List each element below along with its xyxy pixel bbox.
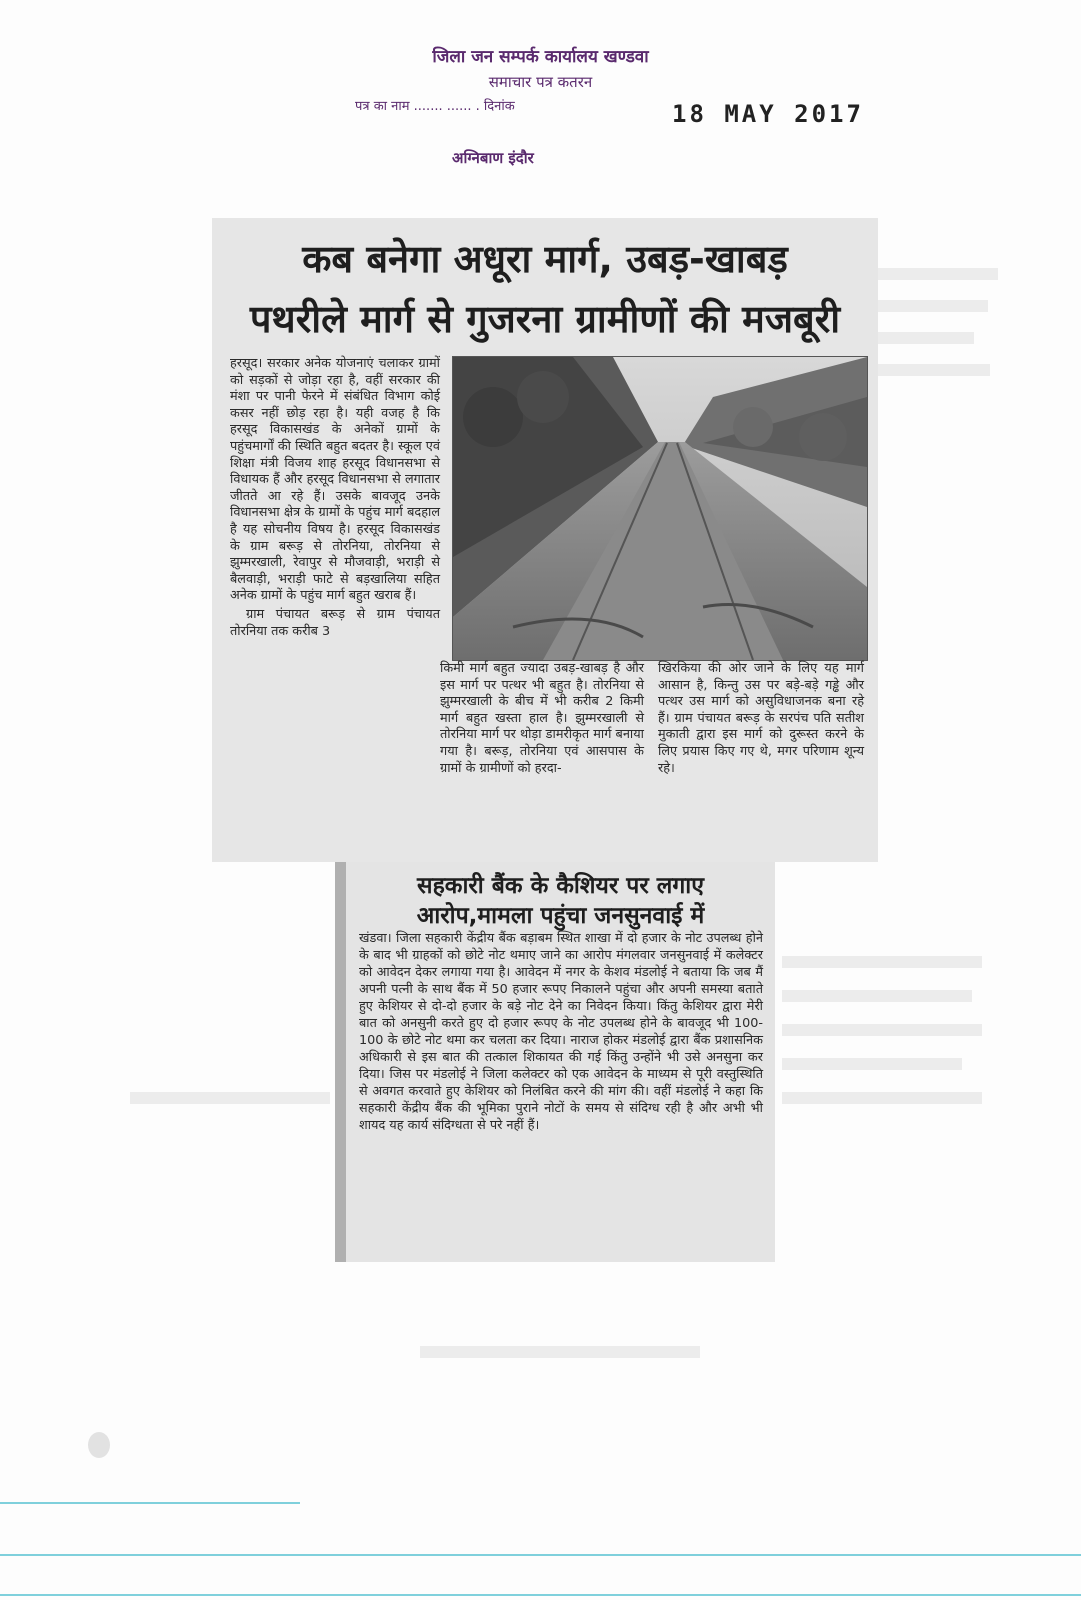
stamp-office: जिला जन सम्पर्क कार्यालय खण्डवा [432,47,649,67]
article1-headline-line2: पथरीले मार्ग से गुजरना ग्रामीणों की मजबूरी [249,297,841,341]
ghost-bleed [878,300,988,312]
ghost-bleed [782,956,982,968]
stamp-label: समाचार पत्र कतरन [488,73,593,91]
road-photo-image [453,357,867,660]
clipping-edge [335,862,346,1262]
ghost-bleed [782,1058,962,1070]
article1-column-3: खिरकिया की ओर जाने के लिए यह मार्ग आसान है, किन्तु उस पर बड़े-बड़े गड्ढे और पत्थर उस मार्ग को असुविधाजनक बना रहे हैं। ग्राम पंचायत बरूड़ के सरपंच पति सतीश मुकाती द्वारा इस मार्ग को दुरूस्त करने के लिए प्रयास किए गए थे, मगर परिणाम शून्य रहे। [658,661,864,776]
ghost-bleed [782,990,972,1002]
scan-line [0,1502,300,1504]
article2-headline-line1: सहकारी बैंक के कैशियर पर लगाए [417,873,704,899]
scan-line [0,1554,1081,1556]
scan-smudge [88,1432,110,1458]
ghost-bleed [782,1024,982,1036]
ghost-bleed [782,1092,982,1104]
stamp-paper-name: अग्निबाण इंदौर [452,149,534,167]
article2-body: खंडवा। जिला सहकारी केंद्रीय बैंक बड़ाबम स्थित शाखा में दो हजार के नोट उपलब्ध होने के बाद भी ग्राहकों को छोटे नोट थमाए जाने का आरोप मंगलवार जनसुनवाई में कलेक्टर को आवेदन देकर लगाया गया है। आवेदन में नगर के केशव मंडलोई ने बताया कि जब मैं अपनी पत्नी के साथ बैंक में 50 हजार रूपए निकालने पहुंचा और अपनी समस्या बताते हुए केशियर से दो-दो हजार के बड़े नोट देने का निवेदन किया। किंतु केशियर द्वारा मेरी बात को अनसुनी करते हुए दो हजार रूपए के नोट उपलब्ध होने के बावजूद भी 100-100 के छोटे नोट थमा कर चलता कर दिया। नाराज होकर मंडलोई द्वारा बैंक प्रशासनिक अधिकारी से इस बात की तत्काल शिकायत की गई किंतु उन्होंने भी उसे अनसुना कर दिया। जिस पर मंडलोई ने जिला कलेक्टर को एक आवेदन के माध्यम से पूरी वस्तुस्थिति से अवगत करवाते हुए केशियर को निलंबित करने की मांग की। वहीं मंडलोई ने कहा कि सहकारी केंद्रीय बैंक की भूमिका पुराने नोटों के समय से संदिग्ध रही है और अभी भी शायद यह कार्य संदिग्धता से परे नहीं हैं। [359,931,763,1133]
ghost-bleed [130,1092,330,1104]
clipping-road-article [212,218,878,862]
article1-column-2: किमी मार्ग बहुत ज्यादा उबड़-खाबड़ है और इस मार्ग पर पत्थर भी बहुत है। तोरनिया से झुम्मरखाली के बीच में भी करीब 2 किमी मार्ग बहुत खस्ता हाल है। झुम्मरखाली से तोरनिया मार्ग पर थोड़ा डामरीकृत मार्ग बनाया गया है। बरूड़, तोरनिया एवं आसपास के ग्रामों के ग्रामीणों को हरदा- [440,661,644,776]
article1-headline-line1: कब बनेगा अधूरा मार्ग, उबड़-खाबड़ [302,237,788,281]
stamp-date: 18 MAY 2017 [672,100,864,128]
scan-line [0,1594,1081,1596]
article2-headline-line2: आरोप,मामला पहुंचा जनसुनवाई में [416,903,705,929]
ghost-bleed [878,364,990,376]
road-photo [452,356,868,661]
ghost-bleed [420,1346,700,1358]
clipping-bank-article [335,862,775,1262]
ghost-bleed [878,268,998,280]
ghost-bleed [878,332,974,344]
article1-column-1 [230,356,440,640]
stamp-paper-line: पत्र का नाम ....... ...... . दिनांक [355,99,515,114]
article1-col1-para2: ग्राम पंचायत बरूड़ से ग्राम पंचायत तोरनिया तक करीब 3 [230,606,440,639]
article1-col1-para1: हरसूद। सरकार अनेक योजनाएं चलाकर ग्रामों को सड़कों से जोड़ा रहा है, वहीं सरकार की मंशा पर पानी फेरने में संबंधित विभाग कोई कसर नहीं छोड़ रहा है। यही वजह है कि हरसूद विकासखंड के अनेकों ग्रामों के पहुंचमार्गों की स्थिति बहुत बदतर है। स्कूल एवं शिक्षा मंत्री विजय शाह हरसूद विधानसभा से विधायक हैं और हरसूद विधानसभा से लगातार जीतते आ रहे हैं। उसके बावजूद उनके विधानसभा क्षेत्र के ग्रामों के पहुंच मार्ग बदहाल है यह सोचनीय विषय है। हरसूद विकासखंड के ग्राम बरूड़ से तोरनिया, तोरनिया से झुम्मरखाली, रेवापुर से मौजवाड़ी, भराड़ी से बैलवाड़ी, भराड़ी फाटे से बड़खालिया सहित अनेक ग्रामों के पहुंच मार्ग बहुत खराब हैं। [230,356,440,604]
